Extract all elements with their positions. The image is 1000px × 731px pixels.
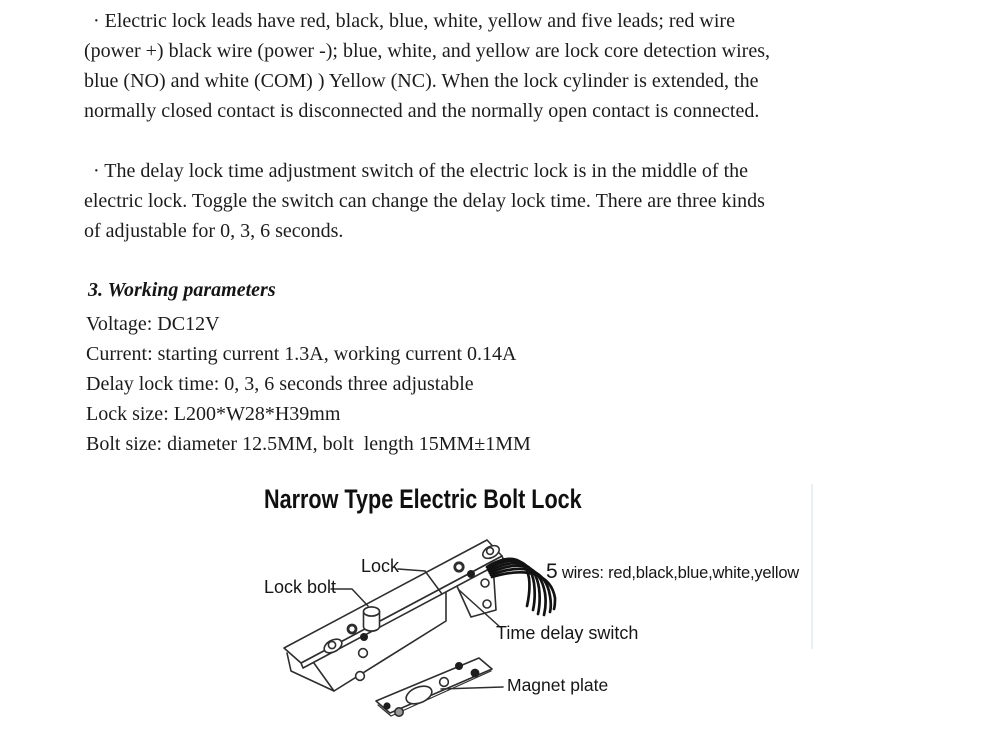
label-lock: Lock [361, 556, 400, 576]
parameter-line-current: Current: starting current 1.3A, working current 0.14A [86, 343, 517, 365]
paragraph-line: · Electric lock leads have red, black, blue, white, yellow and five leads; red wire [93, 10, 735, 32]
paragraph-line: blue (NO) and white (COM) ) Yellow (NC). When the lock cylinder is extended, the [84, 70, 759, 92]
diagram-title: Narrow Type Electric Bolt Lock [264, 484, 582, 514]
paragraph-line: · The delay lock time adjustment switch of the electric lock is in the middle of the [93, 160, 748, 182]
label-lock-bolt: Lock bolt [264, 577, 337, 597]
parameter-line-bolt-size: Bolt size: diameter 12.5MM, bolt length 15MM±1MM [86, 433, 531, 455]
parameter-line-voltage: Voltage: DC12V [86, 313, 220, 335]
lock-bolt-cylinder [364, 607, 380, 631]
paragraph-line: normally closed contact is disconnected and the normally open contact is connected. [84, 100, 760, 122]
label-wire-colors: wires: red,black,blue,white,yellow [557, 564, 800, 582]
wire-bundle [487, 559, 558, 615]
scan-artifact-line [811, 484, 813, 649]
paragraph-line: (power +) black wire (power -); blue, white, and yellow are lock core detection wires, [84, 40, 771, 62]
magnet-plate [376, 658, 492, 716]
paragraph-line: of adjustable for 0, 3, 6 seconds. [84, 220, 344, 242]
label-wire-count: 5 [546, 560, 558, 583]
parameter-line-lock-size: Lock size: L200*W28*H39mm [86, 403, 341, 425]
label-five-wires [546, 560, 799, 583]
section-heading-working-parameters: 3. Working parameters [88, 279, 276, 301]
paragraph-line: electric lock. Toggle the switch can change the delay lock time. There are three kinds [84, 190, 765, 212]
label-time-delay-switch: Time delay switch [496, 623, 639, 643]
parameter-line-delay-time: Delay lock time: 0, 3, 6 seconds three adjustable [86, 373, 474, 395]
label-magnet-plate: Magnet plate [507, 675, 609, 695]
